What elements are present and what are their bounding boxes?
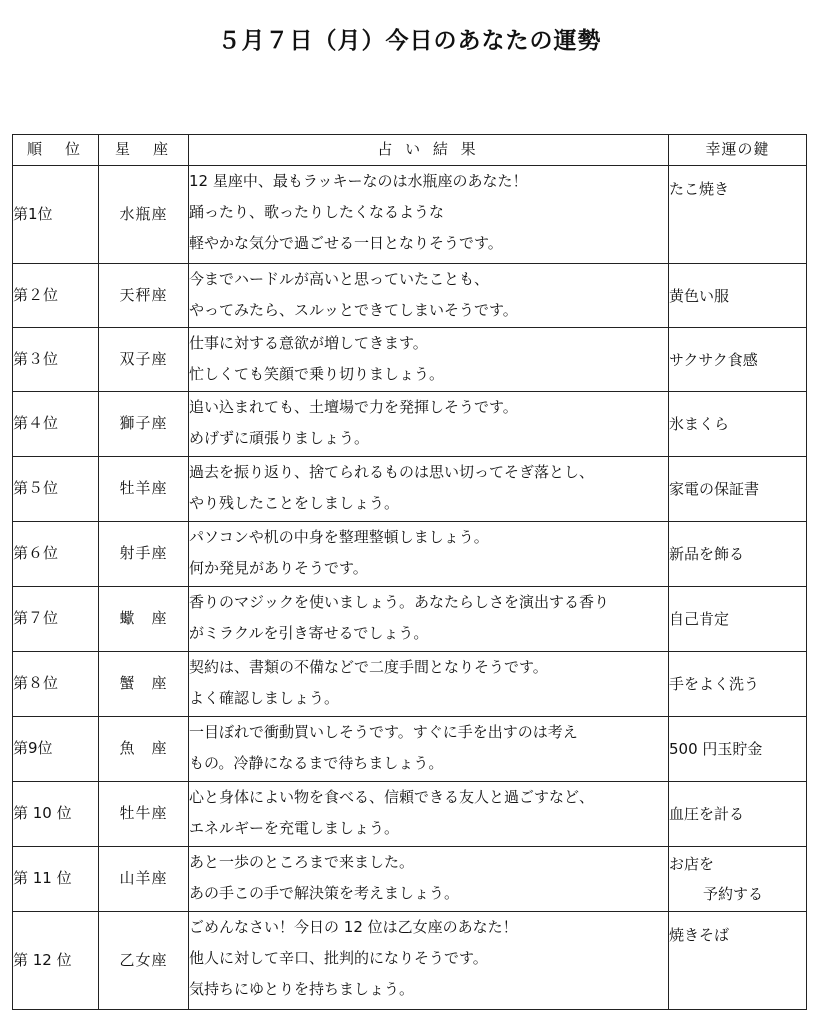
result-line: 追い込まれても、土壇場で力を発揮しそうです。 xyxy=(189,398,518,416)
sign-cell: 天秤座 xyxy=(99,264,189,328)
lucky-key-text: 黄色い服 xyxy=(669,286,730,305)
header-sign: 星 座 xyxy=(99,135,189,166)
table-row xyxy=(13,264,807,328)
table-row xyxy=(13,166,807,264)
result-cell xyxy=(189,457,669,522)
table-row xyxy=(13,587,807,652)
result-line: 今までハードルが高いと思っていたことも、 xyxy=(189,270,490,288)
table-row xyxy=(13,328,807,392)
page-title: ５月７日（月）今日のあなたの運勢 xyxy=(217,28,602,54)
rank-cell: 第 12 位 xyxy=(13,912,99,1010)
result-line: あの手この手で解決策を考えましょう。 xyxy=(189,884,460,902)
lucky-key-cell xyxy=(669,717,807,782)
rank-cell: 第 10 位 xyxy=(13,782,99,847)
header-key: 幸運の鍵 xyxy=(669,135,807,166)
rank-cell: 第1位 xyxy=(13,166,99,264)
sign-cell: 乙女座 xyxy=(99,912,189,1010)
table-row xyxy=(13,522,807,587)
lucky-key-text: サクサク食感 xyxy=(669,350,758,369)
lucky-key-cell xyxy=(669,392,807,457)
rank-cell: 第６位 xyxy=(13,522,99,587)
result-line: がミラクルを引き寄せるでしょう。 xyxy=(189,624,429,642)
sign-cell: 山羊座 xyxy=(99,847,189,912)
lucky-key-cell xyxy=(669,847,807,912)
result-cell xyxy=(189,166,669,264)
lucky-key-cell xyxy=(669,457,807,522)
sign-cell: 牡牛座 xyxy=(99,782,189,847)
result-cell xyxy=(189,392,669,457)
result-line: もの。冷静になるまで待ちましょう。 xyxy=(189,754,444,772)
rank-cell: 第７位 xyxy=(13,587,99,652)
result-line: よく確認しましょう。 xyxy=(189,689,340,707)
lucky-key-text: 血圧を計る xyxy=(669,805,745,823)
rank-cell: 第３位 xyxy=(13,328,99,392)
result-line: 12 星座中、最もラッキーなのは水瓶座のあなた！ xyxy=(189,172,528,190)
result-line: エネルギーを充電しましょう。 xyxy=(189,819,400,837)
result-cell xyxy=(189,328,669,392)
lucky-key-cell xyxy=(669,522,807,587)
result-line: 忙しくても笑顔で乗り切りましょう。 xyxy=(189,365,445,383)
header-rank: 順 位 xyxy=(13,135,99,166)
result-cell xyxy=(189,847,669,912)
result-cell xyxy=(189,717,669,782)
result-line: 香りのマジックを使いましょう。あなたらしさを演出する香り xyxy=(189,593,610,611)
table-header-row xyxy=(13,135,807,166)
lucky-key-cell xyxy=(669,328,807,392)
table-row xyxy=(13,392,807,457)
fortune-table xyxy=(12,134,807,1010)
result-line: 一目ぼれで衝動買いしそうです。すぐに手を出すのは考え xyxy=(189,723,578,741)
lucky-key-cell xyxy=(669,166,807,264)
result-line: ごめんなさい！今日の 12 位は乙女座のあなた！ xyxy=(189,918,518,936)
rank-cell: 第５位 xyxy=(13,457,99,522)
result-line: やってみたら、スルッとできてしまいそうです。 xyxy=(189,301,518,319)
result-line: 踊ったり、歌ったりしたくなるような xyxy=(189,203,445,221)
lucky-key-text: お店を xyxy=(669,855,715,873)
rank-cell: 第２位 xyxy=(13,264,99,328)
lucky-key-cell xyxy=(669,782,807,847)
sign-cell: 双子座 xyxy=(99,328,189,392)
lucky-key-text: 自己肯定 xyxy=(669,610,730,628)
lucky-key-cell xyxy=(669,264,807,328)
lucky-key-text: 焼きそば xyxy=(669,926,730,944)
lucky-key-cell xyxy=(669,652,807,717)
sign-cell: 蠍 座 xyxy=(99,587,189,652)
rank-cell: 第9位 xyxy=(13,717,99,782)
result-line: 何か発見がありそうです。 xyxy=(189,559,368,577)
header-result: 占 い 結 果 xyxy=(189,135,669,166)
lucky-key-text: 500 円玉貯金 xyxy=(669,740,763,758)
lucky-key-text: たこ焼き xyxy=(669,180,730,198)
result-line: 過去を振り返り、捨てられるものは思い切ってそぎ落とし、 xyxy=(189,463,595,481)
sign-cell: 蟹 座 xyxy=(99,652,189,717)
result-cell xyxy=(189,912,669,1010)
result-line: 気持ちにゆとりを持ちましょう。 xyxy=(189,980,415,998)
lucky-key-text: 予約する xyxy=(703,885,764,903)
rank-cell: 第８位 xyxy=(13,652,99,717)
result-line: 軽やかな気分で過ごせる一日となりそうです。 xyxy=(189,234,503,252)
sign-cell: 水瓶座 xyxy=(99,166,189,264)
table-row xyxy=(13,782,807,847)
rank-cell: 第４位 xyxy=(13,392,99,457)
result-cell xyxy=(189,782,669,847)
result-line: めげずに頑張りましょう。 xyxy=(189,429,370,447)
result-cell xyxy=(189,587,669,652)
lucky-key-text: 新品を飾る xyxy=(669,545,745,563)
result-line: あと一歩のところまで来ました。 xyxy=(189,853,415,871)
sign-cell: 射手座 xyxy=(99,522,189,587)
sign-cell: 獅子座 xyxy=(99,392,189,457)
lucky-key-text: 氷まくら xyxy=(669,415,730,433)
lucky-key-text: 家電の保証書 xyxy=(669,480,760,498)
table-row xyxy=(13,457,807,522)
rank-cell: 第 11 位 xyxy=(13,847,99,912)
result-line: パソコンや机の中身を整理整頓しましょう。 xyxy=(189,528,489,546)
result-cell xyxy=(189,652,669,717)
result-line: 他人に対して辛口、批判的になりそうです。 xyxy=(189,949,488,967)
lucky-key-text: 手をよく洗う xyxy=(669,675,760,693)
sign-cell: 牡羊座 xyxy=(99,457,189,522)
table-row xyxy=(13,847,807,912)
result-line: 仕事に対する意欲が増してきます。 xyxy=(189,334,428,352)
lucky-key-cell xyxy=(669,587,807,652)
sign-cell: 魚 座 xyxy=(99,717,189,782)
table-row xyxy=(13,717,807,782)
table-row xyxy=(13,912,807,1010)
table-row xyxy=(13,652,807,717)
result-line: 心と身体によい物を食べる、信頼できる友人と過ごすなど、 xyxy=(189,788,595,806)
result-line: 契約は、書類の不備などで二度手間となりそうです。 xyxy=(189,658,548,676)
result-line: やり残したことをしましょう。 xyxy=(189,494,400,512)
lucky-key-cell xyxy=(669,912,807,1010)
result-cell xyxy=(189,264,669,328)
result-cell xyxy=(189,522,669,587)
